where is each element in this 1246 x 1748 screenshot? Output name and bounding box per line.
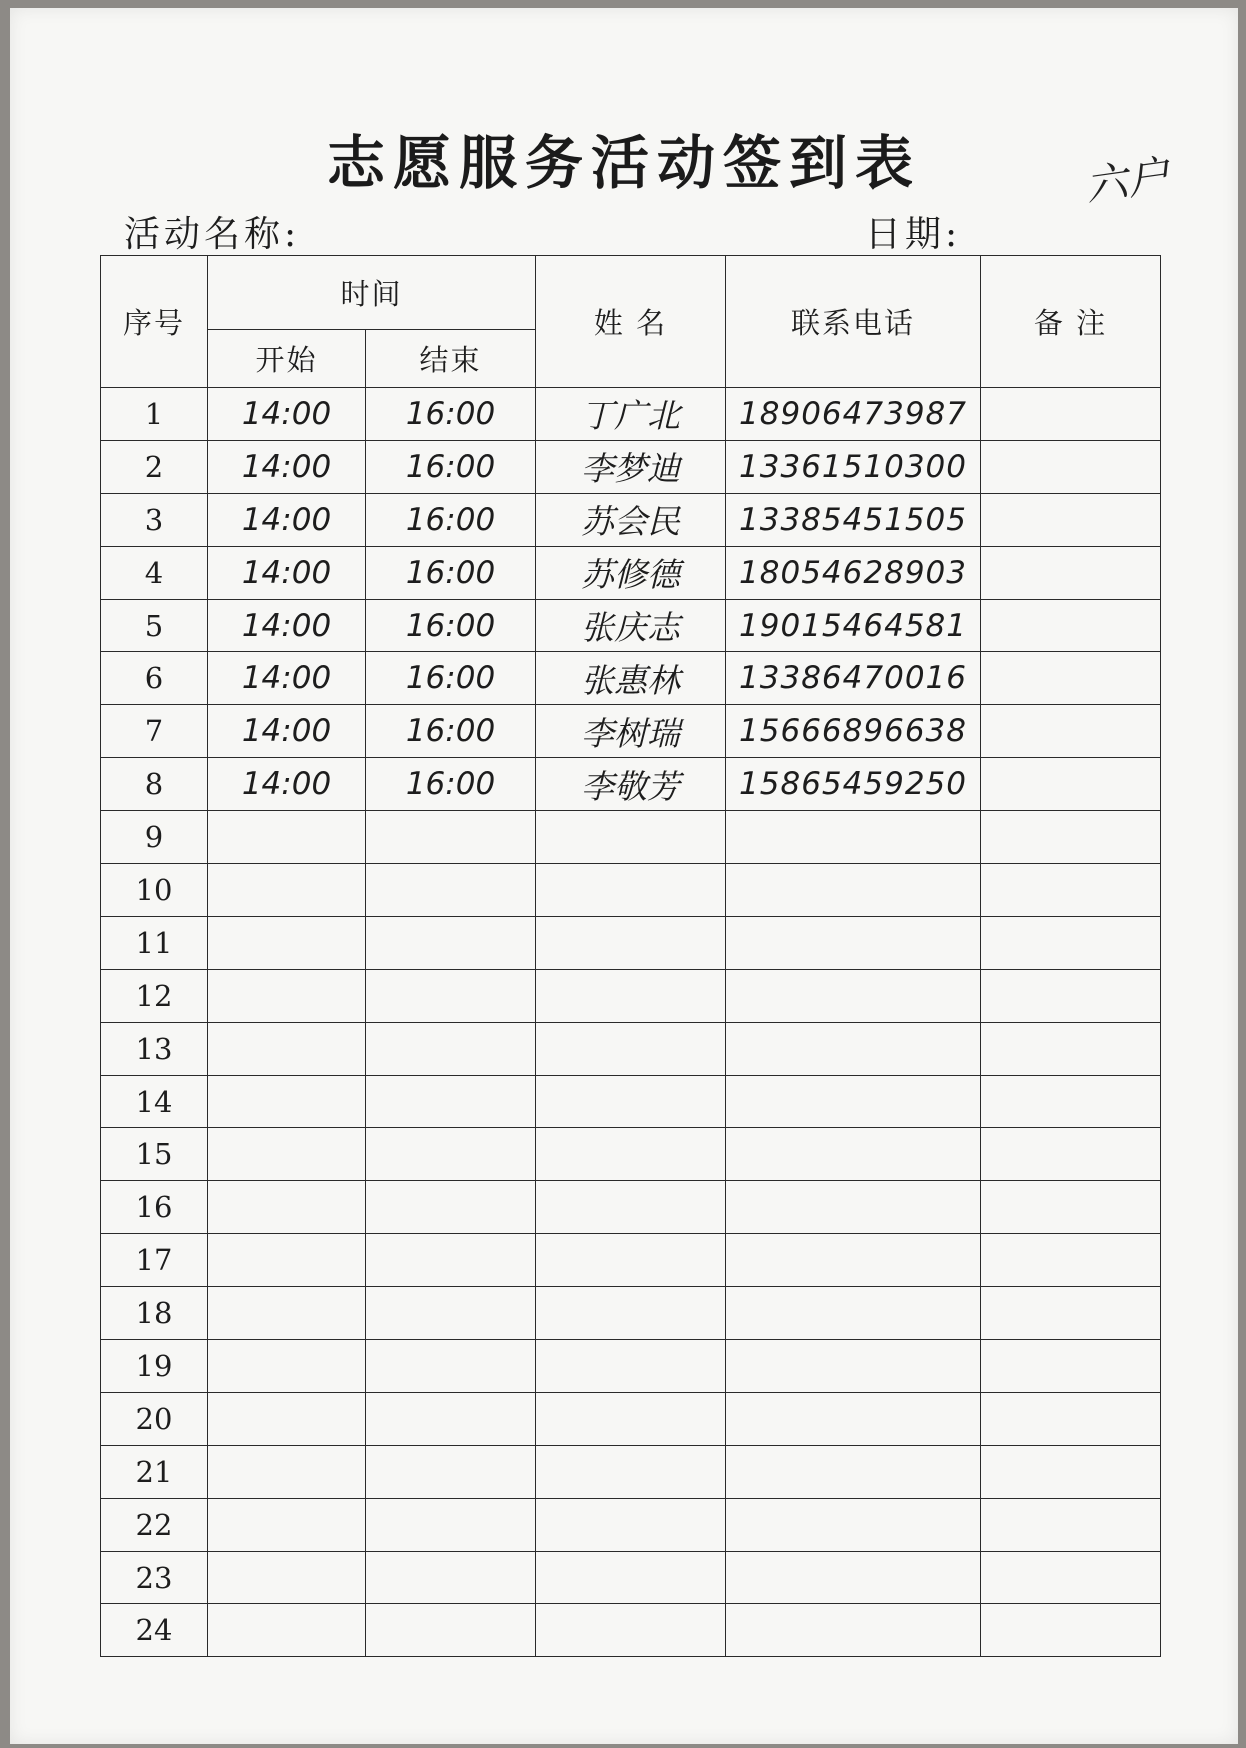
row-seq: 1 xyxy=(101,388,208,441)
row-phone: 13386470016 xyxy=(726,652,981,705)
table-row xyxy=(101,1392,1161,1445)
header-name: 姓 名 xyxy=(536,256,726,388)
table-row xyxy=(101,1022,1161,1075)
row-start-time xyxy=(208,1551,366,1604)
activity-name-label: 活动名称: xyxy=(124,214,301,255)
table-row xyxy=(101,705,1161,758)
row-start-time xyxy=(208,1392,366,1445)
row-seq: 3 xyxy=(101,493,208,546)
row-start-time xyxy=(208,1445,366,1498)
table-row xyxy=(101,388,1161,441)
row-remarks xyxy=(981,705,1161,758)
row-end-time: 16:00 xyxy=(366,758,536,811)
table-row xyxy=(101,1604,1161,1657)
row-end-time xyxy=(366,969,536,1022)
row-remarks xyxy=(981,599,1161,652)
row-remarks xyxy=(981,1022,1161,1075)
row-phone xyxy=(726,1234,981,1287)
row-end-time: 16:00 xyxy=(366,705,536,758)
row-remarks xyxy=(981,969,1161,1022)
row-remarks xyxy=(981,1340,1161,1393)
row-name xyxy=(536,864,726,917)
header-end: 结束 xyxy=(366,330,536,388)
row-name xyxy=(536,1128,726,1181)
row-phone: 13361510300 xyxy=(726,440,981,493)
row-remarks xyxy=(981,916,1161,969)
row-phone: 13385451505 xyxy=(726,493,981,546)
row-end-time xyxy=(366,1551,536,1604)
row-seq: 9 xyxy=(101,811,208,864)
table-row xyxy=(101,493,1161,546)
row-seq: 13 xyxy=(101,1022,208,1075)
row-end-time xyxy=(366,1287,536,1340)
row-remarks xyxy=(981,1075,1161,1128)
row-remarks xyxy=(981,1604,1161,1657)
row-phone xyxy=(726,1392,981,1445)
header-seq: 序号 xyxy=(101,256,208,388)
row-phone: 15865459250 xyxy=(726,758,981,811)
row-start-time xyxy=(208,1498,366,1551)
row-end-time xyxy=(366,1445,536,1498)
table-row xyxy=(101,1181,1161,1234)
table-row xyxy=(101,864,1161,917)
row-seq: 21 xyxy=(101,1445,208,1498)
row-name xyxy=(536,811,726,864)
row-end-time xyxy=(366,1498,536,1551)
row-seq: 5 xyxy=(101,599,208,652)
table-row xyxy=(101,652,1161,705)
row-end-time xyxy=(366,864,536,917)
table-row xyxy=(101,758,1161,811)
row-name xyxy=(536,1075,726,1128)
row-phone xyxy=(726,1181,981,1234)
header-start: 开始 xyxy=(208,330,366,388)
row-end-time: 16:00 xyxy=(366,546,536,599)
row-remarks xyxy=(981,1445,1161,1498)
table-row xyxy=(101,916,1161,969)
row-phone: 18906473987 xyxy=(726,388,981,441)
table-row xyxy=(101,1075,1161,1128)
row-remarks xyxy=(981,1392,1161,1445)
row-phone xyxy=(726,1340,981,1393)
row-name: 李敬芳 xyxy=(536,758,726,811)
row-name: 李梦迪 xyxy=(536,440,726,493)
row-start-time xyxy=(208,1604,366,1657)
row-phone xyxy=(726,1128,981,1181)
row-name xyxy=(536,1181,726,1234)
row-remarks xyxy=(981,1551,1161,1604)
table-body xyxy=(101,388,1161,1657)
row-phone: 19015464581 xyxy=(726,599,981,652)
table-row xyxy=(101,1498,1161,1551)
row-start-time xyxy=(208,1234,366,1287)
row-start-time: 14:00 xyxy=(208,546,366,599)
row-seq: 22 xyxy=(101,1498,208,1551)
row-seq: 12 xyxy=(101,969,208,1022)
row-seq: 11 xyxy=(101,916,208,969)
row-phone: 18054628903 xyxy=(726,546,981,599)
row-name xyxy=(536,1392,726,1445)
row-name: 李树瑞 xyxy=(536,705,726,758)
row-remarks xyxy=(981,1234,1161,1287)
row-end-time xyxy=(366,1392,536,1445)
row-start-time xyxy=(208,1287,366,1340)
row-end-time: 16:00 xyxy=(366,440,536,493)
row-start-time xyxy=(208,1128,366,1181)
row-seq: 6 xyxy=(101,652,208,705)
row-name: 张惠林 xyxy=(536,652,726,705)
row-phone xyxy=(726,1604,981,1657)
row-start-time xyxy=(208,1075,366,1128)
table-row xyxy=(101,1551,1161,1604)
row-seq: 2 xyxy=(101,440,208,493)
row-start-time: 14:00 xyxy=(208,599,366,652)
row-end-time: 16:00 xyxy=(366,493,536,546)
row-start-time xyxy=(208,1340,366,1393)
row-remarks xyxy=(981,546,1161,599)
row-end-time xyxy=(366,1181,536,1234)
row-remarks xyxy=(981,864,1161,917)
table-row xyxy=(101,811,1161,864)
table-row xyxy=(101,1287,1161,1340)
row-name xyxy=(536,1604,726,1657)
row-phone xyxy=(726,1551,981,1604)
row-name: 苏会民 xyxy=(536,493,726,546)
row-seq: 8 xyxy=(101,758,208,811)
row-remarks xyxy=(981,1498,1161,1551)
row-remarks xyxy=(981,493,1161,546)
row-remarks xyxy=(981,811,1161,864)
header-phone: 联系电话 xyxy=(726,256,981,388)
row-end-time: 16:00 xyxy=(366,652,536,705)
row-end-time: 16:00 xyxy=(366,599,536,652)
table-row xyxy=(101,1445,1161,1498)
row-name: 张庆志 xyxy=(536,599,726,652)
row-name xyxy=(536,1445,726,1498)
row-seq: 19 xyxy=(101,1340,208,1393)
row-start-time: 14:00 xyxy=(208,758,366,811)
row-remarks xyxy=(981,652,1161,705)
date-label: 日期: xyxy=(865,214,962,255)
row-seq: 16 xyxy=(101,1181,208,1234)
table-row xyxy=(101,969,1161,1022)
row-seq: 17 xyxy=(101,1234,208,1287)
row-start-time: 14:00 xyxy=(208,493,366,546)
row-end-time xyxy=(366,1604,536,1657)
row-seq: 4 xyxy=(101,546,208,599)
row-name xyxy=(536,1551,726,1604)
row-remarks xyxy=(981,1128,1161,1181)
row-end-time xyxy=(366,1022,536,1075)
row-phone xyxy=(726,916,981,969)
row-remarks xyxy=(981,388,1161,441)
row-remarks xyxy=(981,758,1161,811)
row-name xyxy=(536,1022,726,1075)
row-name xyxy=(536,1234,726,1287)
row-seq: 14 xyxy=(101,1075,208,1128)
row-name xyxy=(536,1498,726,1551)
row-start-time xyxy=(208,969,366,1022)
row-end-time xyxy=(366,1234,536,1287)
row-seq: 20 xyxy=(101,1392,208,1445)
row-phone xyxy=(726,969,981,1022)
row-start-time xyxy=(208,1022,366,1075)
table-row xyxy=(101,440,1161,493)
row-start-time xyxy=(208,1181,366,1234)
table-row xyxy=(101,1340,1161,1393)
row-start-time xyxy=(208,916,366,969)
row-phone xyxy=(726,1498,981,1551)
row-remarks xyxy=(981,1181,1161,1234)
row-end-time xyxy=(366,1128,536,1181)
row-phone xyxy=(726,1075,981,1128)
row-name xyxy=(536,969,726,1022)
row-phone xyxy=(726,811,981,864)
row-name: 苏修德 xyxy=(536,546,726,599)
table-row xyxy=(101,1128,1161,1181)
row-name xyxy=(536,1287,726,1340)
row-phone xyxy=(726,1445,981,1498)
row-phone: 15666896638 xyxy=(726,705,981,758)
row-start-time: 14:00 xyxy=(208,388,366,441)
row-remarks xyxy=(981,1287,1161,1340)
row-seq: 24 xyxy=(101,1604,208,1657)
row-name xyxy=(536,1340,726,1393)
table-row xyxy=(101,599,1161,652)
row-seq: 23 xyxy=(101,1551,208,1604)
row-end-time: 16:00 xyxy=(366,388,536,441)
row-phone xyxy=(726,1022,981,1075)
table-row xyxy=(101,1234,1161,1287)
row-seq: 15 xyxy=(101,1128,208,1181)
row-seq: 10 xyxy=(101,864,208,917)
page-title: 志愿服务活动签到表 xyxy=(326,129,921,197)
corner-handwritten-note: 六户 xyxy=(1082,150,1173,211)
row-start-time: 14:00 xyxy=(208,705,366,758)
row-start-time: 14:00 xyxy=(208,440,366,493)
table-row xyxy=(101,546,1161,599)
row-seq: 18 xyxy=(101,1287,208,1340)
header-remarks: 备 注 xyxy=(981,256,1161,388)
row-end-time xyxy=(366,1340,536,1393)
row-start-time xyxy=(208,864,366,917)
row-phone xyxy=(726,864,981,917)
row-name: 丁广北 xyxy=(536,388,726,441)
row-end-time xyxy=(366,1075,536,1128)
row-end-time xyxy=(366,916,536,969)
row-phone xyxy=(726,1287,981,1340)
sign-in-table xyxy=(100,255,1161,1657)
header-time: 时间 xyxy=(208,256,536,330)
row-start-time xyxy=(208,811,366,864)
row-seq: 7 xyxy=(101,705,208,758)
row-remarks xyxy=(981,440,1161,493)
row-end-time xyxy=(366,811,536,864)
row-start-time: 14:00 xyxy=(208,652,366,705)
row-name xyxy=(536,916,726,969)
